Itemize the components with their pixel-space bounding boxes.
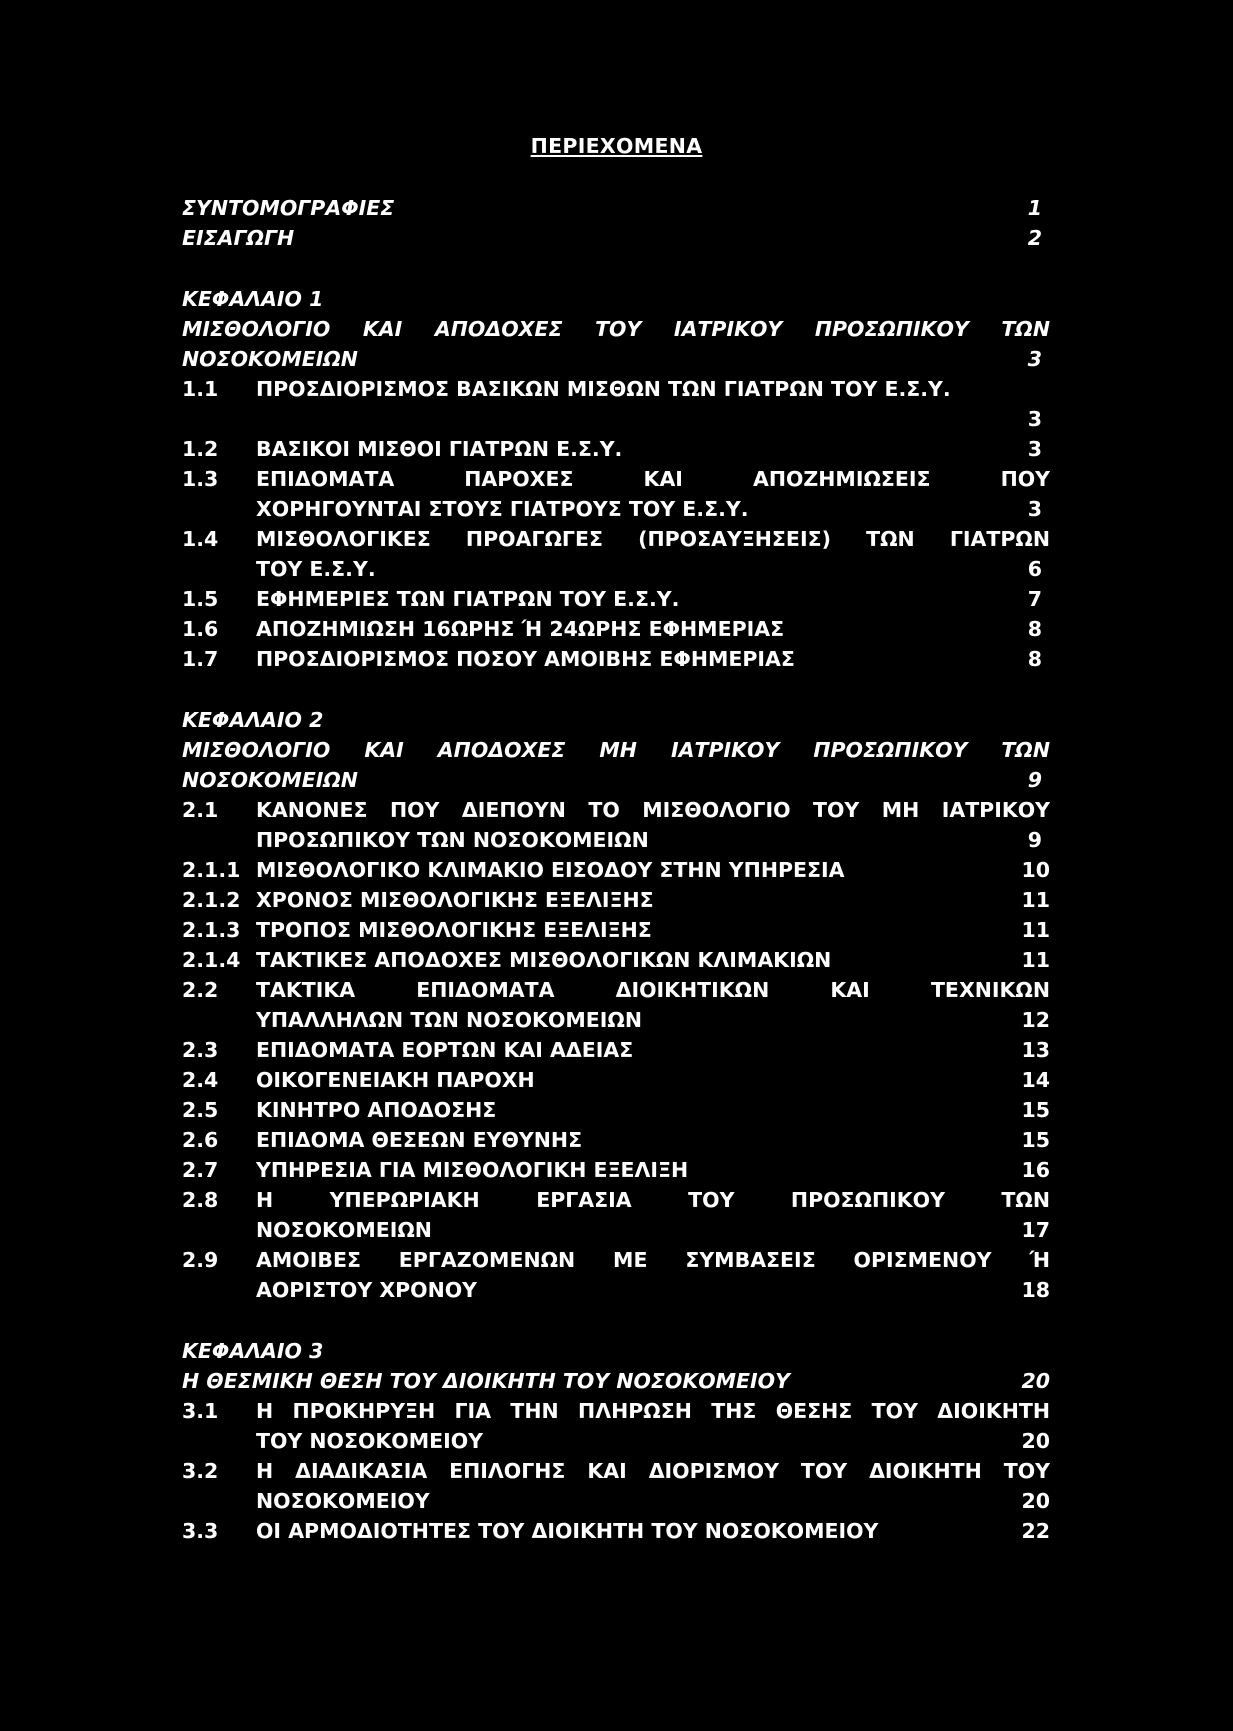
toc-entry [182,1035,1050,1065]
toc-entry-text: ΥΠΗΡΕΣΙΑ ΓΙΑ ΜΙΣΘΟΛΟΓΙΚΗ ΕΞΕΛΙΞΗ [256,1158,689,1182]
toc-entry-text: Η ΠΡΟΚΗΡΥΞΗ ΓΙΑ ΤΗΝ ΠΛΗΡΩΣΗ ΤΗΣ ΘΕΣΗΣ ΤΟΥ ΔΙΟΙΚΗΤΗ [256,1399,1050,1423]
toc-page-number: 3 [1027,347,1042,371]
toc-entry-text: ΜΙΣΘΟΛΟΓΙΚΟ ΚΛΙΜΑΚΙΟ ΕΙΣΟΔΟΥ ΣΤΗΝ ΥΠΗΡΕΣΙΑ [256,858,845,882]
toc-entry-text: ΝΟΣΟΚΟΜΕΙΩΝ [256,1218,432,1242]
toc-page-number: 7 [1027,587,1042,611]
toc-entry-text: ΕΠΙΔΟΜΑ ΘΕΣΕΩΝ ΕΥΘΥΝΗΣ [256,1128,583,1152]
toc-entry [182,975,1050,1005]
toc-entry-number: 1.6 [182,617,219,641]
toc-entry-text: ΤΡΟΠΟΣ ΜΙΣΘΟΛΟΓΙΚΗΣ ΕΞΕΛΙΞΗΣ [256,918,652,942]
toc-entry-text: ΕΠΙΔΟΜΑΤΑ ΠΑΡΟΧΕΣ ΚΑΙ ΑΠΟΖΗΜΙΩΣΕΙΣ ΠΟΥ [256,467,1050,491]
toc-entry-text: ΠΡΟΣΔΙΟΡΙΣΜΟΣ ΠΟΣΟΥ ΑΜΟΙΒΗΣ ΕΦΗΜΕΡΙΑΣ [256,647,795,671]
toc-entry-text: ΕΠΙΔΟΜΑΤΑ ΕΟΡΤΩΝ ΚΑΙ ΑΔΕΙΑΣ [256,1038,634,1062]
toc-page-number: 20 [1021,1429,1050,1453]
toc-entry-number: 2.2 [182,978,219,1002]
toc-page-number: 11 [1021,918,1050,942]
toc-page-number: 20 [1021,1489,1050,1513]
toc-heading-text: ΝΟΣΟΚΟΜΕΙΩΝ [182,347,358,371]
toc-heading [182,223,1050,253]
toc-heading [182,1336,1050,1366]
toc-page-number: 10 [1021,858,1050,882]
toc-page-number: 8 [1027,617,1042,641]
toc-entry-number: 1.5 [182,587,219,611]
toc-entry-number: 2.1.3 [182,918,241,942]
toc-page-number: 3 [1027,407,1042,431]
toc-entry [182,1516,1050,1546]
toc-page-number: 20 [1021,1369,1050,1393]
toc-heading-text: ΚΕΦΑΛΑΙΟ 3 [182,1339,324,1363]
toc-page-number: 2 [1027,226,1042,250]
toc-entry-text: ΤΑΚΤΙΚΕΣ ΑΠΟΔΟΧΕΣ ΜΙΣΘΟΛΟΓΙΚΩΝ ΚΛΙΜΑΚΙΩΝ [256,948,832,972]
toc-heading-text: ΚΕΦΑΛΑΙΟ 1 [182,287,324,311]
toc-page-number: 3 [1027,497,1042,521]
toc-entry [182,404,1050,434]
toc-entry-text: Η ΥΠΕΡΩΡΙΑΚΗ ΕΡΓΑΣΙΑ ΤΟΥ ΠΡΟΣΩΠΙΚΟΥ ΤΩΝ [256,1188,1050,1212]
toc-entry-text: ΠΡΟΣΩΠΙΚΟΥ ΤΩΝ ΝΟΣΟΚΟΜΕΙΩΝ [256,828,649,852]
toc-entry-text: ΤΟΥ Ε.Σ.Υ. [256,557,376,581]
toc-entry-text: ΑΠΟΖΗΜΙΩΣΗ 16ΩΡΗΣ Ή 24ΩΡΗΣ ΕΦΗΜΕΡΙΑΣ [256,617,785,641]
toc-entry [182,825,1050,855]
toc-entry-text: ΜΙΣΘΟΛΟΓΙΚΕΣ ΠΡΟΑΓΩΓΕΣ (ΠΡΟΣΑΥΞΗΣΕΙΣ) ΤΩΝ ΓΙΑΤΡΩΝ [256,527,1050,551]
toc-page-number: 3 [1027,437,1042,461]
toc-entry-text: ΚΙΝΗΤΡΟ ΑΠΟΔΟΣΗΣ [256,1098,497,1122]
toc-page-number: 15 [1021,1128,1050,1152]
toc-heading [182,314,1050,344]
toc-page-number: 9 [1027,828,1042,852]
toc-entry-text: ΟΙΚΟΓΕΝΕΙΑΚΗ ΠΑΡΟΧΗ [256,1068,535,1092]
toc-heading [182,193,1050,223]
toc-page-number: 16 [1021,1158,1050,1182]
toc-entry [182,434,1050,464]
toc-page-number: 15 [1021,1098,1050,1122]
toc-page-number: 13 [1021,1038,1050,1062]
toc-entry-number: 1.2 [182,437,219,461]
toc-entry [182,945,1050,975]
toc-entry [182,1185,1050,1215]
toc-entry [182,554,1050,584]
toc-entry [182,1456,1050,1486]
toc-entry [182,374,1050,404]
toc-entry-text: ΒΑΣΙΚΟΙ ΜΙΣΘΟΙ ΓΙΑΤΡΩΝ Ε.Σ.Υ. [256,437,623,461]
toc-page-number: 11 [1021,948,1050,972]
toc-entry [182,915,1050,945]
toc-entry-number: 2.9 [182,1248,219,1272]
toc-entry-text: ΑΜΟΙΒΕΣ ΕΡΓΑΖΟΜΕΝΩΝ ΜΕ ΣΥΜΒΑΣΕΙΣ ΟΡΙΣΜΕΝΟΥ Ή [256,1248,1050,1272]
toc-heading-text: ΝΟΣΟΚΟΜΕΙΩΝ [182,768,358,792]
toc-entry-number: 3.3 [182,1519,219,1543]
toc-entry-number: 2.4 [182,1068,219,1092]
toc-page-number: 18 [1021,1278,1050,1302]
toc-heading [182,344,1050,374]
toc-entry [182,1275,1050,1305]
toc-page-number: 14 [1021,1068,1050,1092]
toc-heading [182,705,1050,735]
toc-entry-text: ΚΑΝΟΝΕΣ ΠΟΥ ΔΙΕΠΟΥΝ ΤΟ ΜΙΣΘΟΛΟΓΙΟ ΤΟΥ ΜΗ ΙΑΤΡΙΚΟΥ [256,798,1050,822]
toc-entry-number: 1.1 [182,377,219,401]
toc-entry-number: 2.3 [182,1038,219,1062]
toc-page-number: 12 [1021,1008,1050,1032]
toc-entry [182,1125,1050,1155]
toc-entry [182,644,1050,674]
toc-entry [182,795,1050,825]
toc-heading [182,735,1050,765]
toc-entry-text: ΑΟΡΙΣΤΟΥ ΧΡΟΝΟΥ [256,1278,478,1302]
toc-page-number: 1 [1027,196,1042,220]
toc-entry-number: 2.6 [182,1128,219,1152]
toc-entry [182,1065,1050,1095]
toc-page-number: 6 [1027,557,1042,581]
toc-entry [182,1215,1050,1245]
toc-entry [182,855,1050,885]
toc-entry [182,464,1050,494]
toc-heading [182,284,1050,314]
toc-entry-text: ΤΑΚΤΙΚΑ ΕΠΙΔΟΜΑΤΑ ΔΙΟΙΚΗΤΙΚΩΝ ΚΑΙ ΤΕΧΝΙΚΩΝ [256,978,1050,1002]
toc-page-number: 9 [1027,768,1042,792]
toc-heading-text: ΣΥΝΤΟΜΟΓΡΑΦΙΕΣ [182,196,395,220]
toc-entry [182,1396,1050,1426]
toc-entry [182,584,1050,614]
toc-entry-text: ΧΟΡΗΓΟΥΝΤΑΙ ΣΤΟΥΣ ΓΙΑΤΡΟΥΣ ΤΟΥ Ε.Σ.Υ. [256,497,749,521]
toc-heading-text: ΜΙΣΘΟΛΟΓΙΟ ΚΑΙ ΑΠΟΔΟΧΕΣ ΤΟΥ ΙΑΤΡΙΚΟΥ ΠΡΟΣΩΠΙΚΟΥ ΤΩΝ [182,317,1050,341]
toc-heading-text: ΚΕΦΑΛΑΙΟ 2 [182,708,324,732]
toc-entry-number: 2.5 [182,1098,219,1122]
toc-entry [182,614,1050,644]
page-title: ΠΕΡΙΕΧΟΜΕΝΑ [530,134,703,158]
toc-page-number: 11 [1021,888,1050,912]
toc-heading [182,1366,1050,1396]
toc-entry [182,494,1050,524]
toc-entry-text: ΤΟΥ ΝΟΣΟΚΟΜΕΙΟΥ [256,1429,484,1453]
toc-entry-number: 2.7 [182,1158,219,1182]
toc-entry [182,1005,1050,1035]
toc-heading-text: Η ΘΕΣΜΙΚΗ ΘΕΣΗ ΤΟΥ ΔΙΟΙΚΗΤΗ ΤΟΥ ΝΟΣΟΚΟΜΕΙΟΥ [182,1369,790,1393]
toc-entry-number: 1.3 [182,467,219,491]
toc-page-number: 8 [1027,647,1042,671]
toc-entry-number: 2.1.2 [182,888,241,912]
toc-entry-text: ΠΡΟΣΔΙΟΡΙΣΜΟΣ ΒΑΣΙΚΩΝ ΜΙΣΘΩΝ ΤΩΝ ΓΙΑΤΡΩΝ ΤΟΥ Ε.Σ.Υ. [256,377,951,401]
toc-entry-text: ΥΠΑΛΛΗΛΩΝ ΤΩΝ ΝΟΣΟΚΟΜΕΙΩΝ [256,1008,642,1032]
toc-heading-text: ΜΙΣΘΟΛΟΓΙΟ ΚΑΙ ΑΠΟΔΟΧΕΣ ΜΗ ΙΑΤΡΙΚΟΥ ΠΡΟΣΩΠΙΚΟΥ ΤΩΝ [182,738,1050,762]
toc-entry [182,885,1050,915]
toc-entry [182,1155,1050,1185]
toc-page-number: 22 [1021,1519,1050,1543]
toc-entry [182,1426,1050,1456]
toc-entry-number: 1.4 [182,527,219,551]
toc-entry-text: ΟΙ ΑΡΜΟΔΙΟΤΗΤΕΣ ΤΟΥ ΔΙΟΙΚΗΤΗ ΤΟΥ ΝΟΣΟΚΟΜΕΙΟΥ [256,1519,879,1543]
toc-entry-number: 2.1.1 [182,858,241,882]
toc-entry-text: ΕΦΗΜΕΡΙΕΣ ΤΩΝ ΓΙΑΤΡΩΝ ΤΟΥ Ε.Σ.Υ. [256,587,680,611]
toc-entry-number: 2.1.4 [182,948,241,972]
toc-entry-number: 1.7 [182,647,219,671]
toc-entry-number: 2.8 [182,1188,219,1212]
toc-page-number: 17 [1021,1218,1050,1242]
toc-entry-text: ΝΟΣΟΚΟΜΕΙΟΥ [256,1489,430,1513]
toc-heading-text: ΕΙΣΑΓΩΓΗ [182,226,295,250]
toc-entry-text: Η ΔΙΑΔΙΚΑΣΙΑ ΕΠΙΛΟΓΗΣ ΚΑΙ ΔΙΟΡΙΣΜΟΥ ΤΟΥ ΔΙΟΙΚΗΤΗ ΤΟΥ [256,1459,1050,1483]
toc-entry-number: 3.1 [182,1399,219,1423]
toc-entry [182,1245,1050,1275]
toc-entry-number: 3.2 [182,1459,219,1483]
toc-entry [182,1095,1050,1125]
toc-entry [182,524,1050,554]
toc-entry [182,1486,1050,1516]
toc-heading [182,765,1050,795]
toc-entry-number: 2.1 [182,798,219,822]
toc-entry-text: ΧΡΟΝΟΣ ΜΙΣΘΟΛΟΓΙΚΗΣ ΕΞΕΛΙΞΗΣ [256,888,654,912]
